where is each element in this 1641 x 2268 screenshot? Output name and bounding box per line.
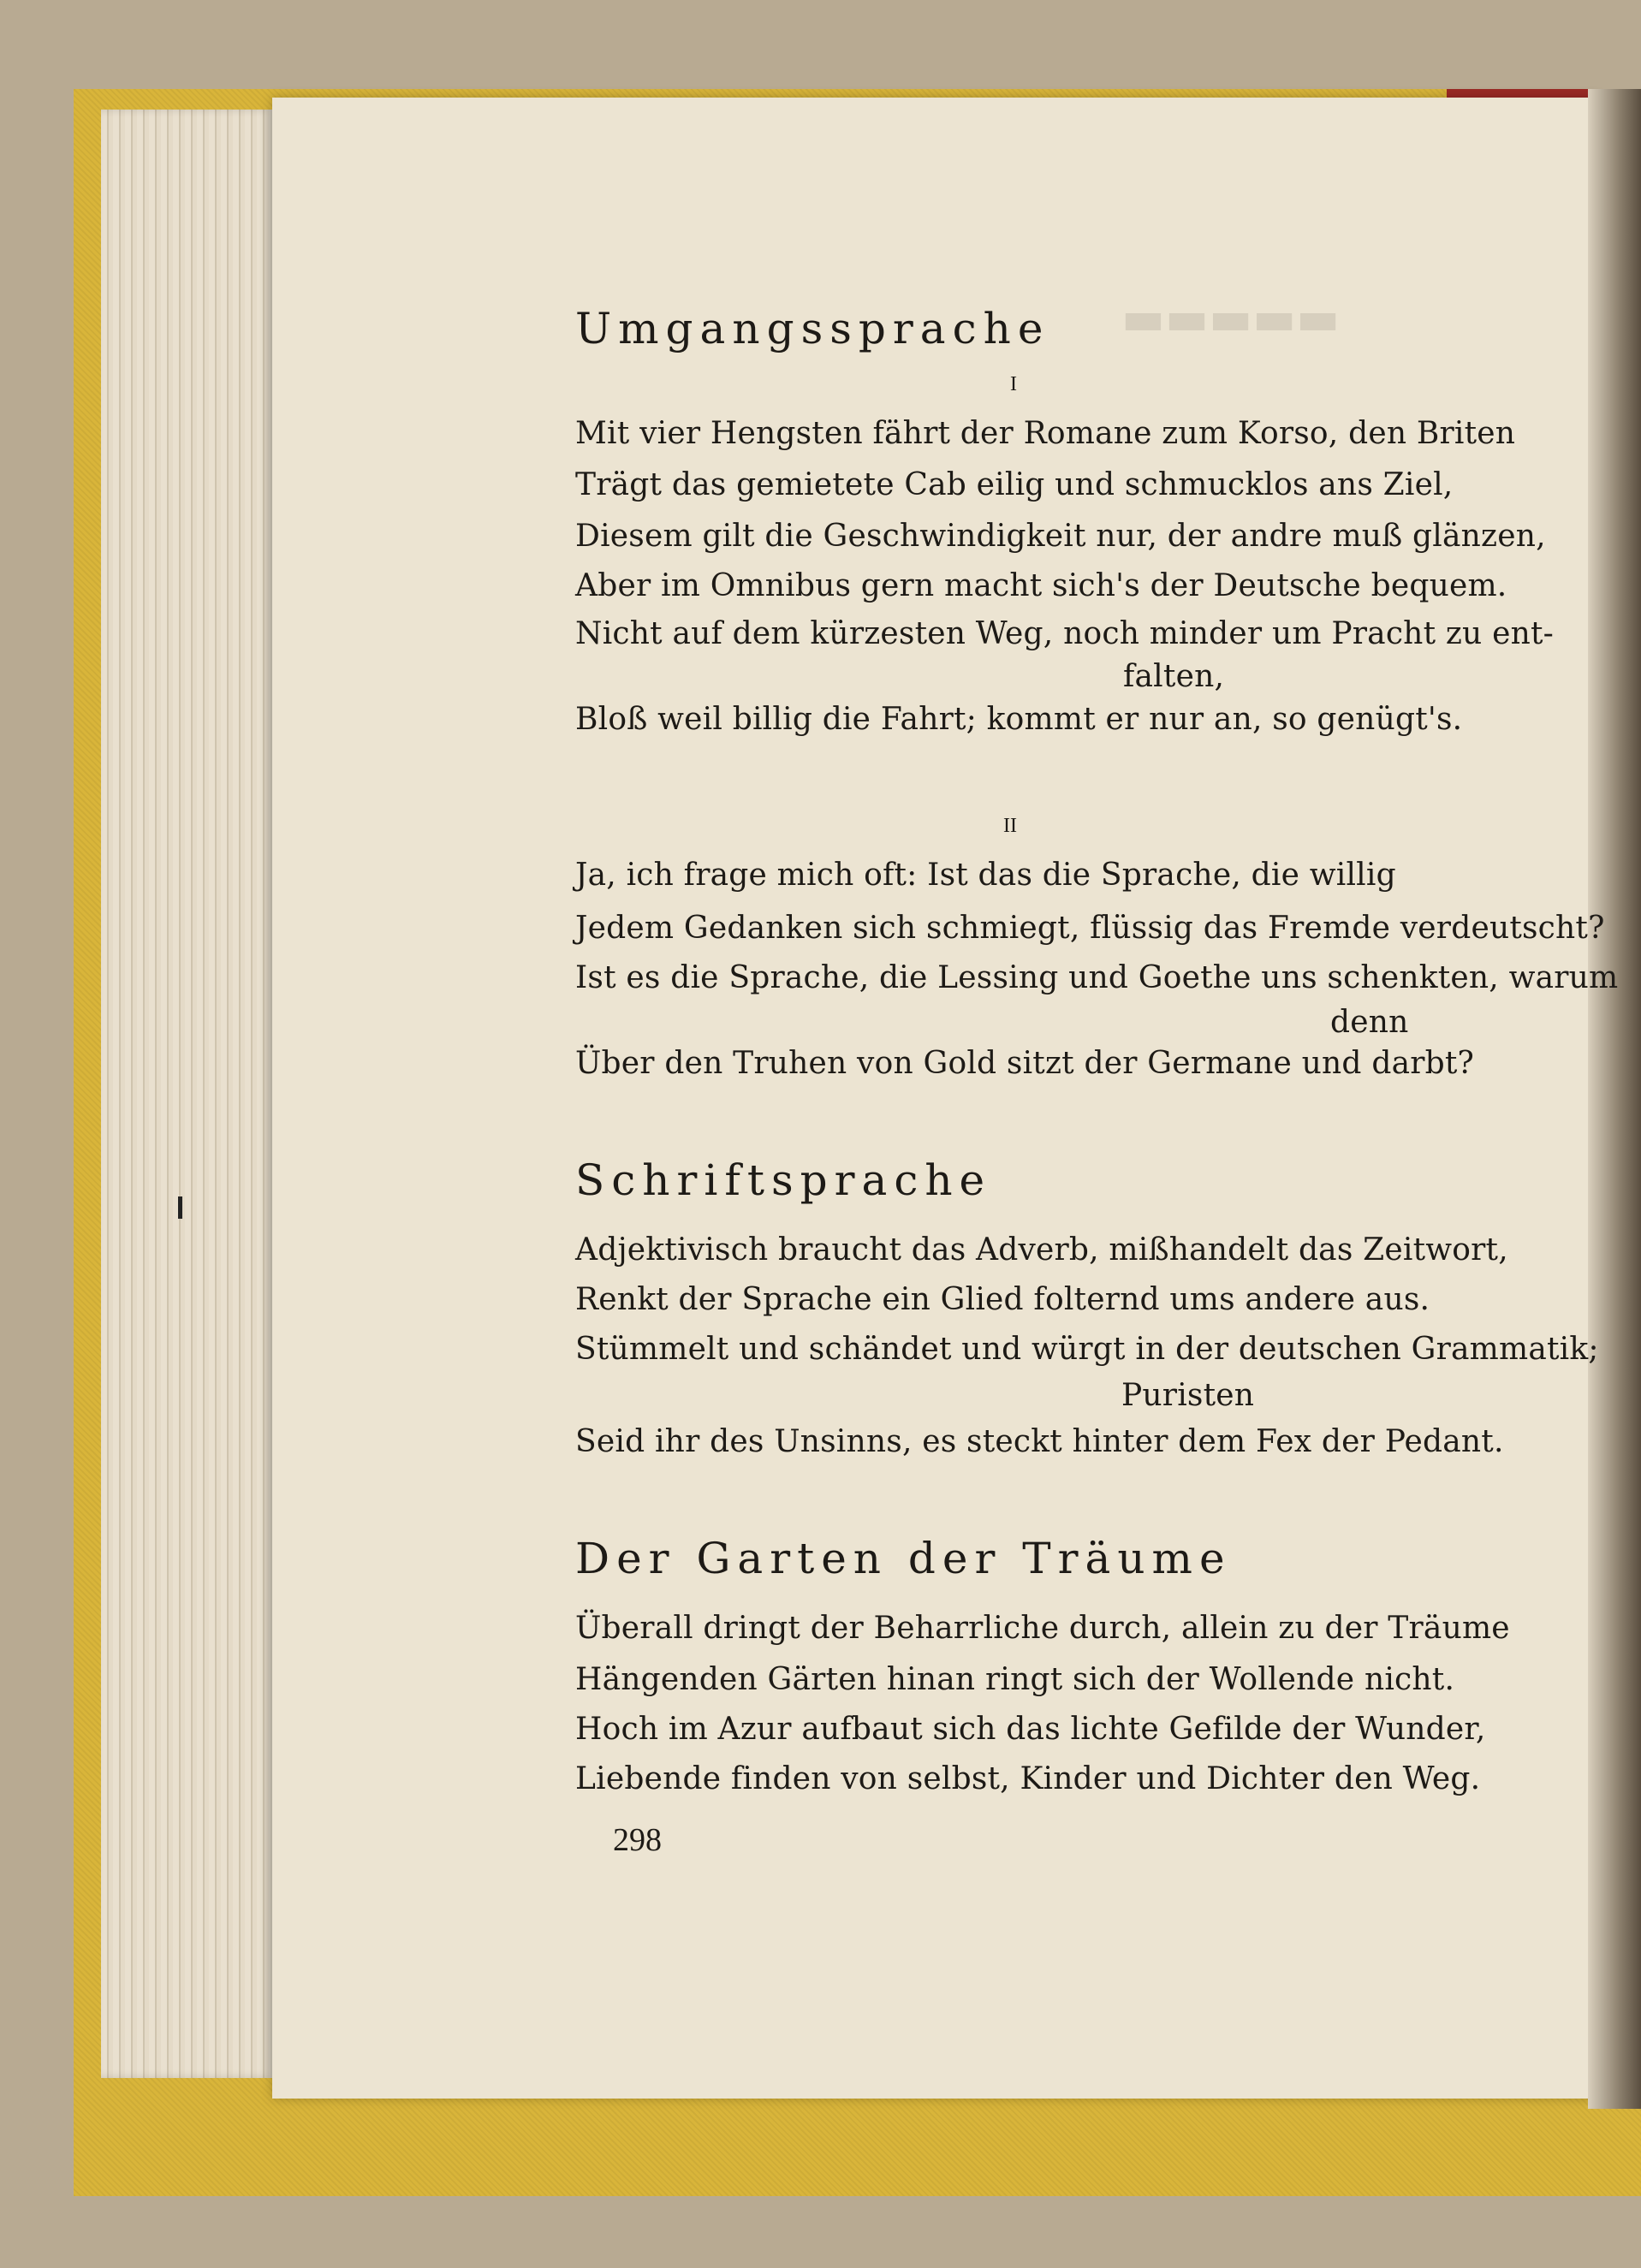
verse-line: Aber im Omnibus gern macht sich's der Deutsche bequem.: [575, 568, 1507, 603]
verse-line: Seid ihr des Unsinns, es steckt hinter dem Fex der Pedant.: [575, 1424, 1504, 1459]
part-numeral-ii: II: [1003, 815, 1017, 837]
book-gutter: [1588, 89, 1641, 2109]
verse-line: Ist es die Sprache, die Lessing und Goethe uns schenkten, warum: [575, 960, 1619, 995]
section-heading-der-garten-der-traeume: Der Garten der Träume: [575, 1534, 1232, 1583]
verse-line: Jedem Gedanken sich schmiegt, flüssig das Fremde verdeutscht?: [575, 911, 1605, 946]
verse-line: Über den Truhen von Gold sitzt der Germane und darbt?: [575, 1046, 1475, 1081]
verse-line: Ja, ich frage mich oft: Ist das die Sprache, die willig: [575, 858, 1396, 893]
section-heading-umgangssprache: Umgangssprache: [575, 304, 1050, 353]
verse-line: Diesem gilt die Geschwindigkeit nur, der andre muß glänzen,: [575, 519, 1546, 554]
verse-line: Hoch im Azur aufbaut sich das lichte Gefilde der Wunder,: [575, 1712, 1486, 1747]
page-number: 298: [613, 1822, 662, 1858]
verse-line-continuation: Puristen: [1121, 1378, 1255, 1413]
book-page: [272, 98, 1599, 2099]
verse-line: Trägt das gemietete Cab eilig und schmucklos ans Ziel,: [575, 467, 1454, 502]
part-numeral-i: I: [1010, 373, 1017, 395]
page-edges: [101, 110, 272, 2078]
verse-line-continuation: denn: [1330, 1005, 1409, 1040]
verse-line: Hängenden Gärten hinan ringt sich der Wollende nicht.: [575, 1662, 1455, 1697]
verse-line: Überall dringt der Beharrliche durch, allein zu der Träume: [575, 1611, 1510, 1646]
margin-mark: [178, 1196, 182, 1219]
section-heading-schriftsprache: Schriftsprache: [575, 1155, 992, 1205]
verse-line: Mit vier Hengsten fährt der Romane zum Korso, den Briten: [575, 416, 1516, 451]
verse-line: Nicht auf dem kürzesten Weg, noch minder um Pracht zu ent-: [575, 616, 1554, 651]
verse-line: Bloß weil billig die Fahrt; kommt er nur an, so genügt's.: [575, 702, 1463, 737]
verse-line: Stümmelt und schändet und würgt in der deutschen Grammatik;: [575, 1332, 1599, 1367]
verse-line: Renkt der Sprache ein Glied folternd ums andere aus.: [575, 1282, 1430, 1317]
verse-line: Adjektivisch braucht das Adverb, mißhandelt das Zeitwort,: [575, 1232, 1508, 1268]
verse-line: Liebende finden von selbst, Kinder und Dichter den Weg.: [575, 1761, 1481, 1796]
verse-line-continuation: falten,: [1123, 659, 1225, 694]
show-through: ▬▬▬▬▬: [1121, 291, 1341, 345]
